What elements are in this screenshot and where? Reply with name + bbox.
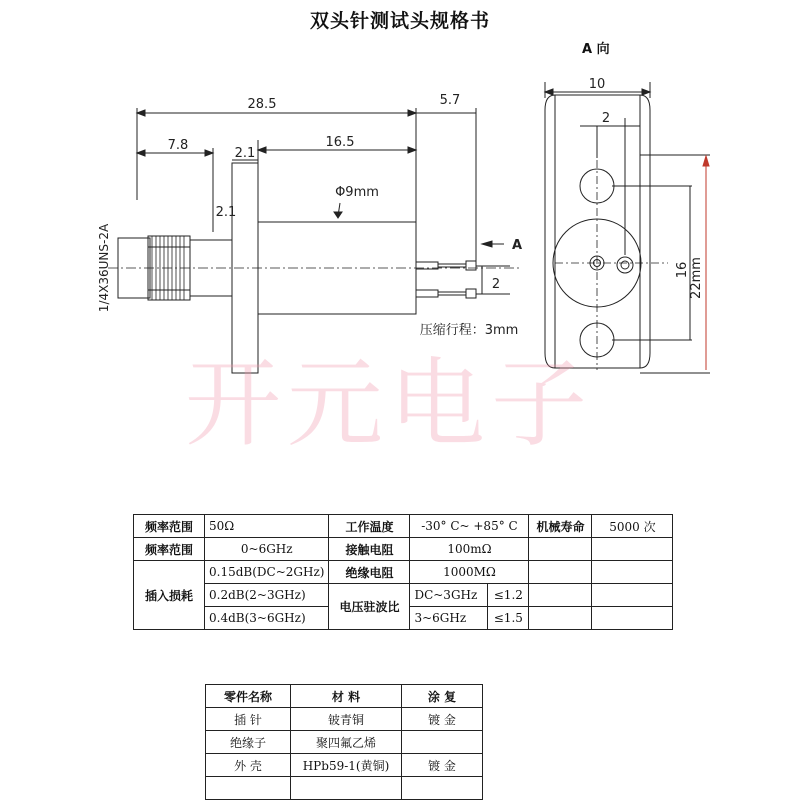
- table-cell: ≤1.2: [488, 584, 529, 607]
- table-cell: [529, 538, 592, 561]
- table-cell: [529, 607, 592, 630]
- table-cell: [529, 561, 592, 584]
- table-cell: 0.4dB(3~6GHz): [205, 607, 329, 630]
- table-cell: 外 壳: [206, 754, 291, 777]
- table-header: 材 料: [291, 685, 402, 708]
- table-cell: [402, 731, 483, 754]
- table-row: [134, 584, 673, 607]
- table-cell: 铍青铜: [291, 708, 402, 731]
- table-cell: 镀 金: [402, 754, 483, 777]
- dim-flange-thickness: 2.1: [215, 205, 237, 220]
- spec-table: [133, 514, 673, 630]
- stroke-note: 压缩行程：3mm: [419, 323, 519, 338]
- table-cell: [529, 584, 592, 607]
- table-row: [206, 777, 483, 800]
- table-row: [206, 731, 483, 754]
- second-pin: [617, 257, 633, 273]
- pin-lower-sleeve: [416, 290, 438, 297]
- table-cell: 0.15dB(DC~2GHz): [205, 561, 329, 584]
- table-row: [206, 685, 483, 708]
- table-row: [134, 515, 673, 538]
- material-table: [205, 684, 483, 800]
- table-cell: [402, 777, 483, 800]
- table-cell: 频率范围: [134, 515, 205, 538]
- table-cell: 5000 次: [592, 515, 673, 538]
- table-cell: 接触电阻: [329, 538, 410, 561]
- table-cell: 插 针: [206, 708, 291, 731]
- table-cell: 机械寿命: [529, 515, 592, 538]
- table-cell: [206, 777, 291, 800]
- table-cell: 0~6GHz: [205, 538, 329, 561]
- table-cell: 聚四氟乙烯: [291, 731, 402, 754]
- table-cell: ≤1.5: [488, 607, 529, 630]
- table-row: [206, 708, 483, 731]
- view-a-label: A 向: [582, 42, 610, 57]
- table-cell: 100mΩ: [410, 538, 529, 561]
- dim-flange-offset: 2.1: [234, 146, 256, 161]
- table-cell: 50Ω: [205, 515, 329, 538]
- view-arrow-label: A: [512, 238, 523, 253]
- table-cell: 1000MΩ: [410, 561, 529, 584]
- table-cell: 电压驻波比: [329, 584, 410, 630]
- table-cell: 绝缘子: [206, 731, 291, 754]
- dim-tip-length: 5.7: [439, 93, 461, 108]
- table-cell: [592, 561, 673, 584]
- table-cell: 频率范围: [134, 538, 205, 561]
- table-cell: 镀 金: [402, 708, 483, 731]
- table-cell: 工作温度: [329, 515, 410, 538]
- dim-end-pin-spacing: 2: [601, 111, 611, 126]
- table-cell: 0.2dB(2~3GHz): [205, 584, 329, 607]
- dim-connector-length: 7.8: [167, 138, 189, 153]
- pin-lower-tip: [466, 289, 476, 298]
- dim-pin-spacing: 2: [491, 277, 501, 292]
- dim-body-length: 16.5: [325, 135, 355, 150]
- dim-body-diameter: Φ9mm: [335, 185, 379, 200]
- table-cell: 绝缘电阻: [329, 561, 410, 584]
- dim-overall-length: 28.5: [247, 97, 277, 112]
- table-row: [206, 754, 483, 777]
- table-cell: -30° C~ +85° C: [410, 515, 529, 538]
- dim-thread: 1/4X36UNS-2A: [97, 223, 111, 313]
- table-row: [134, 561, 673, 584]
- table-cell: DC~3GHz: [410, 584, 488, 607]
- table-cell: HPb59-1(黄铜): [291, 754, 402, 777]
- pin-upper-tip: [466, 261, 476, 270]
- watermark: 开元电子: [185, 348, 593, 460]
- dim-end-height: 22mm: [689, 257, 704, 299]
- dim-hole-spacing: 16: [675, 261, 690, 279]
- table-cell: [592, 538, 673, 561]
- table-header: 涂 复: [402, 685, 483, 708]
- dim-end-width: 10: [588, 77, 606, 92]
- table-cell: 3~6GHz: [410, 607, 488, 630]
- table-cell: [291, 777, 402, 800]
- table-cell: [592, 607, 673, 630]
- table-header: 零件名称: [206, 685, 291, 708]
- table-row: [134, 538, 673, 561]
- page-title: 双头针测试头规格书: [309, 10, 490, 32]
- table-cell: 插入损耗: [134, 561, 205, 630]
- table-cell: [592, 584, 673, 607]
